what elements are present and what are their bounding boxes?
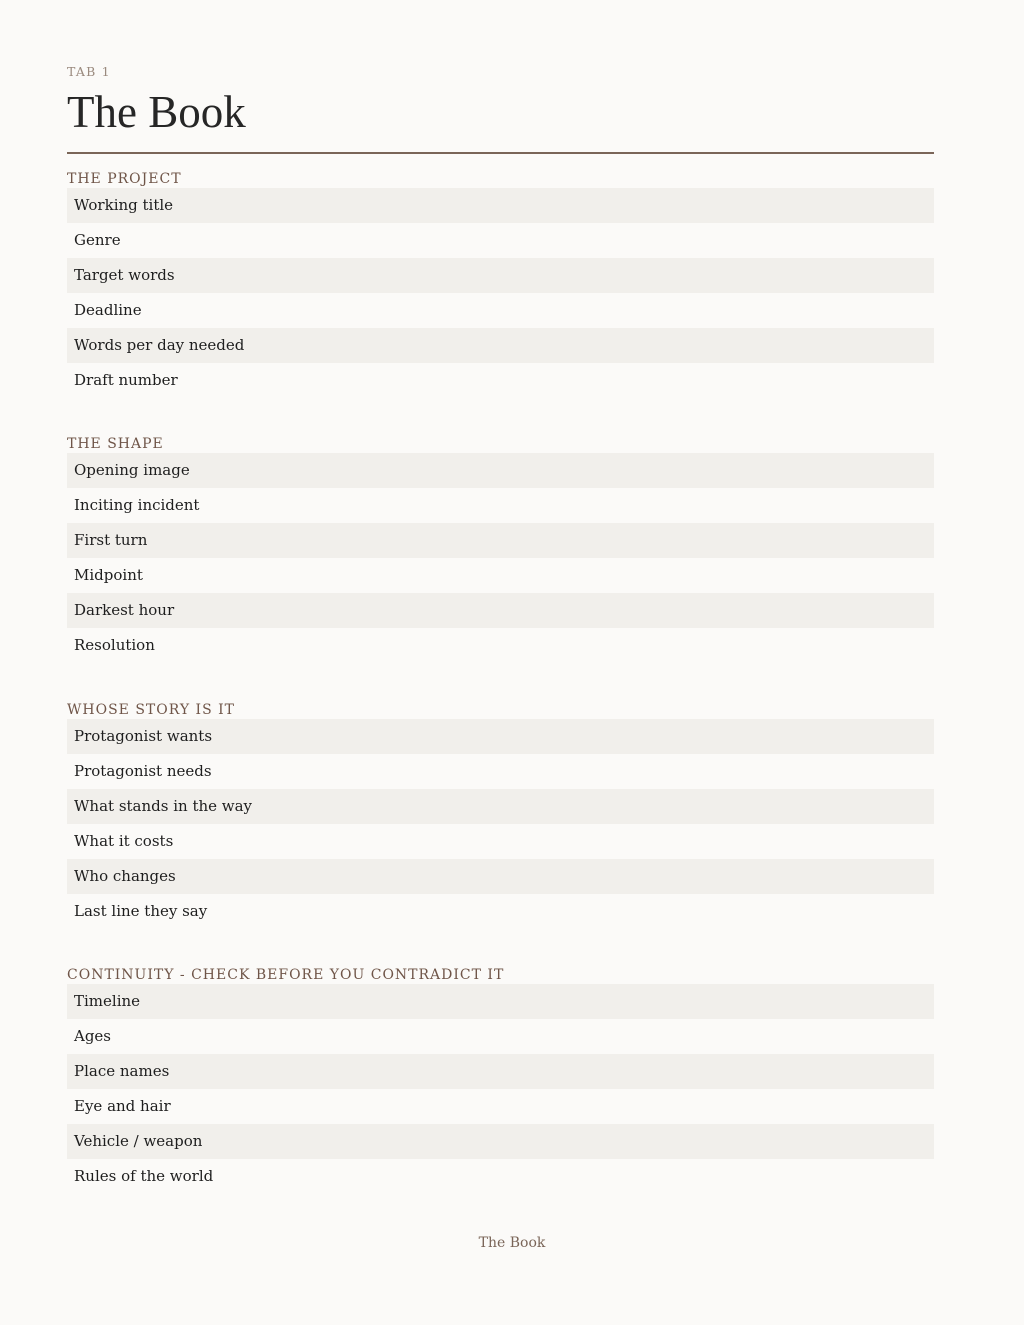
section-the-shape: [67, 435, 934, 663]
section-continuity: [67, 966, 934, 1194]
field-row[interactable]: Deadline: [74, 301, 142, 319]
field-row[interactable]: Vehicle / weapon: [67, 1124, 934, 1159]
field-row[interactable]: Draft number: [74, 371, 178, 389]
field-row[interactable]: Working title: [67, 188, 934, 223]
field-list: [67, 984, 934, 1194]
field-row[interactable]: Genre: [74, 231, 121, 249]
field-row[interactable]: What stands in the way: [67, 789, 934, 824]
field-row[interactable]: Inciting incident: [74, 496, 200, 514]
field-row[interactable]: What it costs: [74, 832, 174, 850]
field-row[interactable]: Midpoint: [74, 566, 143, 584]
field-row[interactable]: Opening image: [67, 453, 934, 488]
field-row[interactable]: Resolution: [74, 636, 155, 654]
field-list: [67, 719, 934, 929]
field-list: [67, 188, 934, 398]
section-whose-story: [67, 701, 934, 929]
title-divider: [67, 152, 934, 154]
field-row[interactable]: Darkest hour: [67, 593, 934, 628]
section-heading: CONTINUITY - CHECK BEFORE YOU CONTRADICT IT: [67, 967, 505, 983]
field-row[interactable]: First turn: [67, 523, 934, 558]
section-heading: THE PROJECT: [67, 171, 182, 187]
field-row[interactable]: Words per day needed: [67, 328, 934, 363]
field-row[interactable]: Timeline: [67, 984, 934, 1019]
section-the-project: [67, 170, 934, 398]
field-list: [67, 453, 934, 663]
field-row[interactable]: Rules of the world: [74, 1167, 214, 1185]
field-row[interactable]: Eye and hair: [74, 1097, 171, 1115]
field-row[interactable]: Target words: [67, 258, 934, 293]
section-heading: WHOSE STORY IS IT: [67, 702, 235, 718]
field-row[interactable]: Place names: [67, 1054, 934, 1089]
page-title: The Book: [67, 87, 246, 137]
field-row[interactable]: Ages: [74, 1027, 112, 1045]
field-row[interactable]: Last line they say: [74, 902, 208, 920]
field-row[interactable]: Protagonist wants: [67, 719, 934, 754]
field-row[interactable]: Protagonist needs: [74, 762, 212, 780]
page-footer: The Book: [478, 1235, 546, 1251]
tab-label: TAB 1: [67, 64, 111, 79]
field-row[interactable]: Who changes: [67, 859, 934, 894]
section-heading: THE SHAPE: [67, 436, 164, 452]
